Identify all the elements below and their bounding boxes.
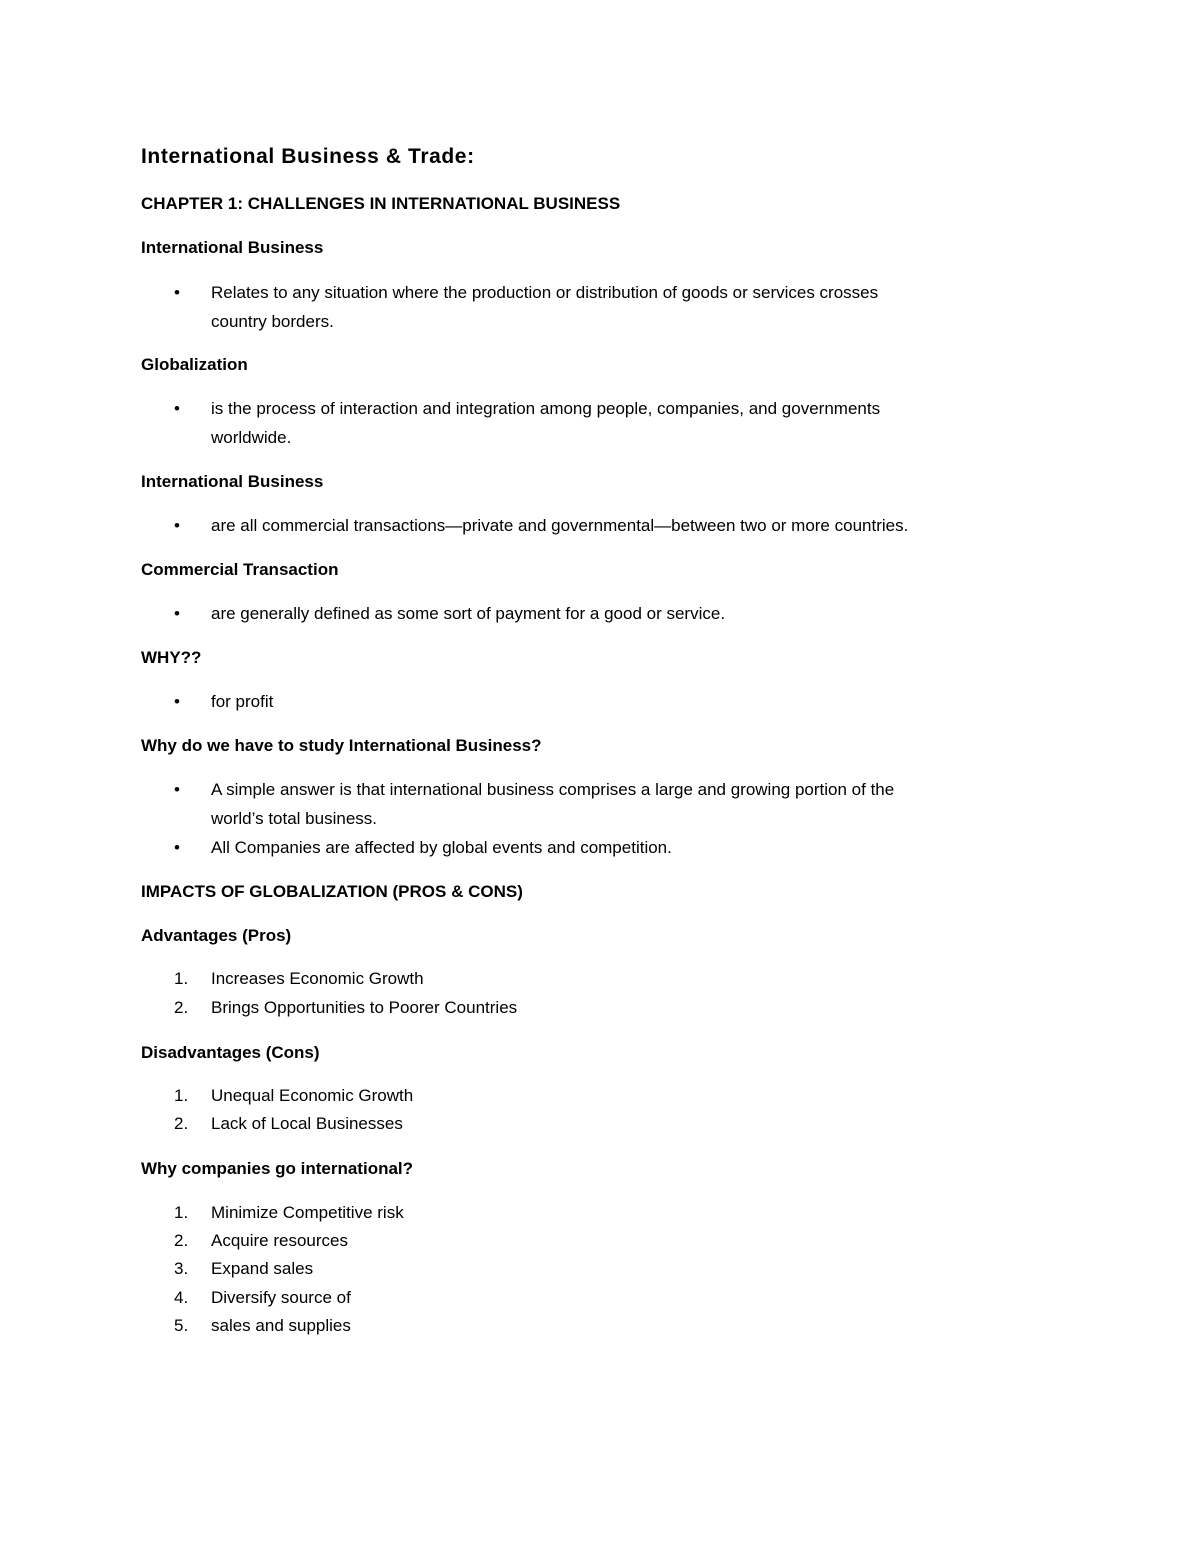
bullet-marker: • — [174, 399, 180, 418]
bullet-text-line: are generally defined as some sort of payment for a good or service. — [211, 604, 726, 623]
advantages-heading: Advantages (Pros) — [141, 926, 292, 945]
why-international-heading: Why companies go international? — [141, 1159, 414, 1178]
section-heading: International Business — [141, 238, 324, 257]
bullet-text-line: is the process of interaction and integration among people, companies, and governments — [211, 399, 881, 418]
list-item: Increases Economic Growth — [211, 969, 424, 988]
section-heading: WHY?? — [141, 648, 202, 667]
bullet-text-line: country borders. — [211, 312, 334, 331]
section-heading: Globalization — [141, 355, 248, 374]
list-item: Lack of Local Businesses — [211, 1114, 403, 1133]
list-item: Expand sales — [211, 1259, 314, 1278]
chapter-heading: CHAPTER 1: CHALLENGES IN INTERNATIONAL BUSINESS — [141, 194, 621, 213]
list-item: Acquire resources — [211, 1231, 349, 1250]
list-number: 5. — [174, 1316, 189, 1335]
list-number: 2. — [174, 1114, 189, 1133]
list-item: Brings Opportunities to Poorer Countries — [211, 998, 518, 1017]
bullet-text-line: are all commercial transactions—private and governmental—between two or more countries. — [211, 516, 909, 535]
bullet-marker: • — [174, 780, 180, 799]
list-number: 2. — [174, 1231, 189, 1250]
list-number: 1. — [174, 969, 189, 988]
disadvantages-heading: Disadvantages (Cons) — [141, 1043, 320, 1062]
list-number: 1. — [174, 1203, 189, 1222]
section-heading: Why do we have to study International Business? — [141, 736, 542, 755]
bullet-text-line: worldwide. — [211, 428, 292, 447]
list-item: Unequal Economic Growth — [211, 1086, 414, 1105]
bullet-marker: • — [174, 692, 180, 711]
bullet-text-line: All Companies are affected by global events and competition. — [211, 838, 672, 857]
bullet-marker: • — [174, 516, 180, 535]
document-title: International Business & Trade: — [141, 145, 475, 168]
bullet-marker: • — [174, 283, 180, 302]
list-item: sales and supplies — [211, 1316, 351, 1335]
section-heading: Commercial Transaction — [141, 560, 339, 579]
bullet-text-line: Relates to any situation where the production or distribution of goods or services crosses — [211, 283, 879, 302]
section-heading: International Business — [141, 472, 324, 491]
list-item: Diversify source of — [211, 1288, 351, 1307]
list-number: 4. — [174, 1288, 189, 1307]
list-number: 2. — [174, 998, 189, 1017]
bullet-text-line: for profit — [211, 692, 274, 711]
bullet-marker: • — [174, 838, 180, 857]
bullet-text-line: A simple answer is that international business comprises a large and growing portion of the — [211, 780, 895, 799]
bullet-marker: • — [174, 604, 180, 623]
list-number: 1. — [174, 1086, 189, 1105]
list-number: 3. — [174, 1259, 189, 1278]
bullet-text-line: world’s total business. — [211, 809, 377, 828]
impacts-heading: IMPACTS OF GLOBALIZATION (PROS & CONS) — [141, 882, 523, 901]
list-item: Minimize Competitive risk — [211, 1203, 404, 1222]
